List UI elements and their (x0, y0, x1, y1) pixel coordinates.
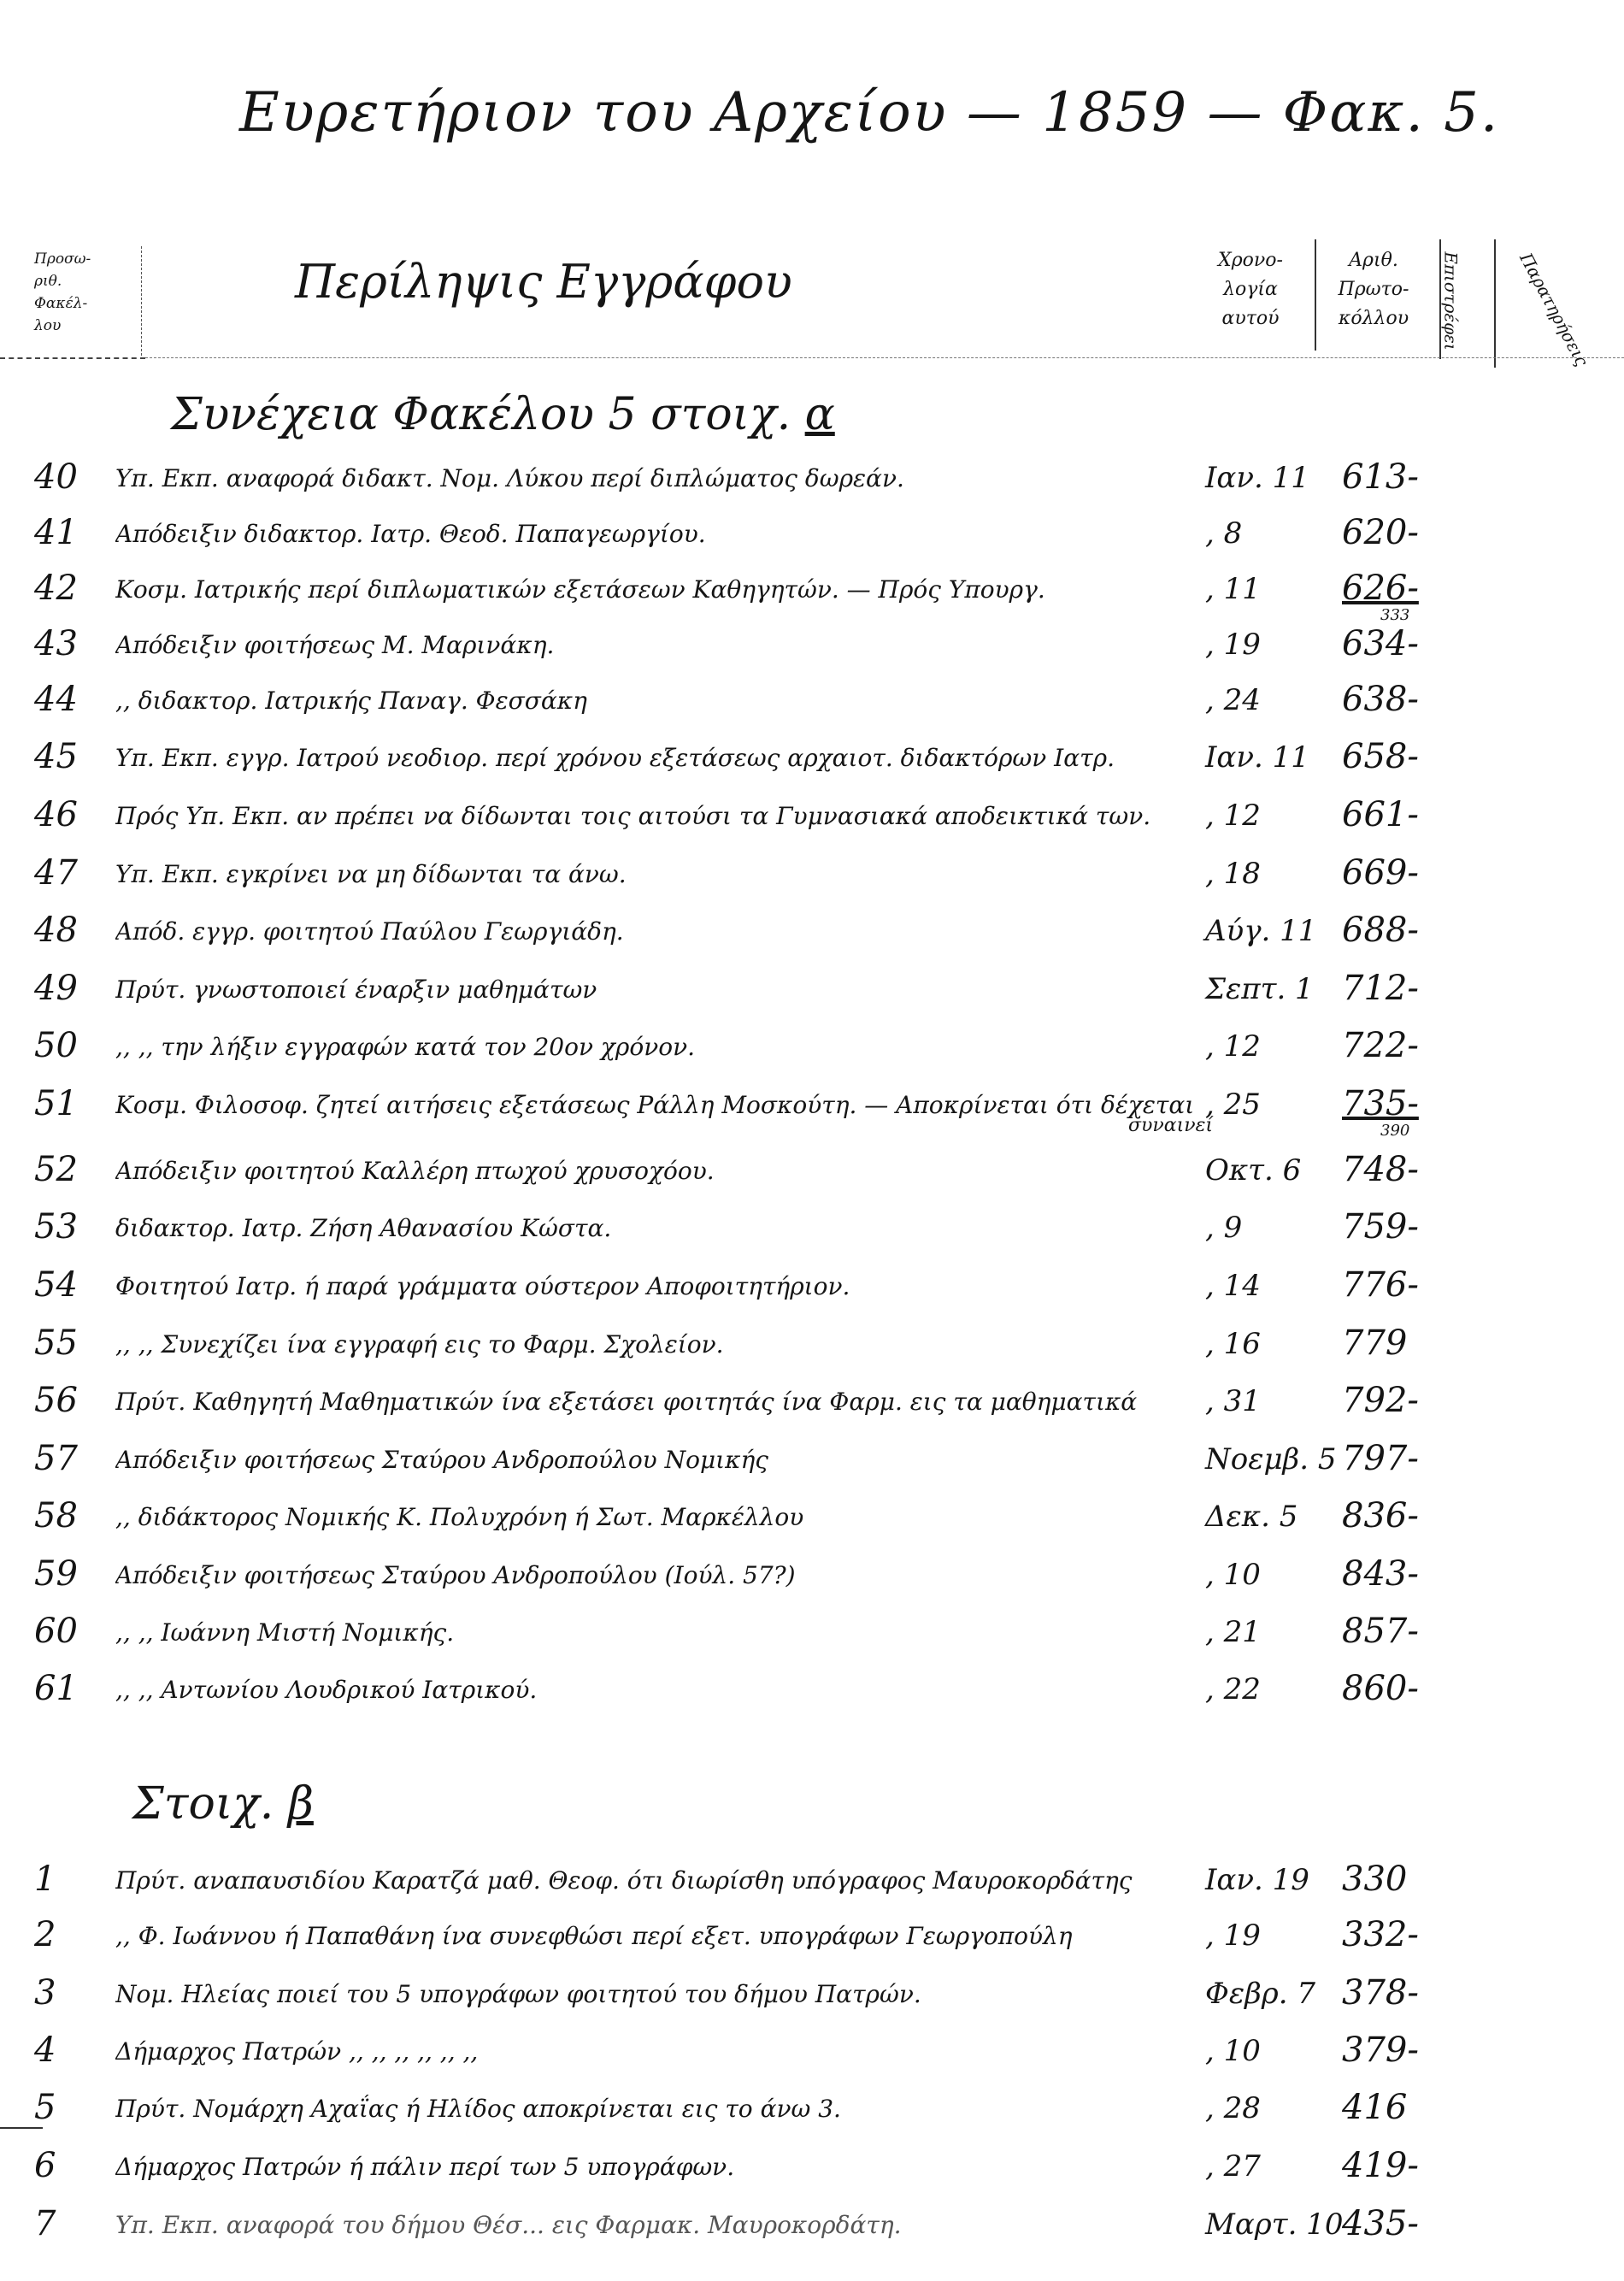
header-description: Περίληψις Εγγράφου (295, 255, 792, 309)
entry-row (0, 1612, 1624, 1668)
entry-date: , 16 (1205, 1327, 1261, 1361)
entry-date: Σεπτ. 1 (1205, 972, 1314, 1006)
entry-number: 40 (34, 457, 78, 497)
entry-number: 61 (34, 1669, 78, 1708)
entry-number: 55 (34, 1323, 78, 1363)
entry-protocol: 712- (1342, 969, 1419, 1008)
entry-date: , 14 (1205, 1269, 1261, 1303)
entry-description: ,, ,, Αντωνίου Λουδρικού Ιατρικού. (115, 1676, 538, 1704)
entry-number: 3 (34, 1973, 56, 2013)
entry-protocol: 378- (1342, 1973, 1419, 2013)
entry-number: 59 (34, 1554, 78, 1594)
entry-description: ,, ,, την λήξιν εγγραφών κατά τον 20ον χρόνον. (115, 1033, 695, 1061)
entry-date: Ιαν. 11 (1205, 740, 1309, 775)
section-a-title-letter: α (804, 389, 835, 440)
entry-row (0, 853, 1624, 910)
header-notes-vertical: Παρατηρήσεις (1515, 249, 1593, 370)
entry-protocol: 416 (1342, 2088, 1408, 2127)
entry-date: , 24 (1205, 683, 1261, 717)
entry-number: 45 (34, 737, 78, 776)
entry-row (0, 737, 1624, 793)
entry-protocol: 792- (1342, 1381, 1419, 1420)
header-date-line: αυτού (1221, 308, 1280, 329)
header-protocol-line: κόλλου (1338, 308, 1409, 329)
header-protocol-line: Αριθ. (1349, 250, 1398, 271)
entry-number: 7 (34, 2204, 56, 2243)
header-date-line: λογία (1223, 279, 1278, 300)
entry-number: 43 (34, 624, 78, 663)
entry-date: , 19 (1205, 628, 1261, 662)
header-protocol-column (1327, 246, 1421, 333)
entry-protocol: 776- (1342, 1265, 1419, 1305)
entry-protocol: 836- (1342, 1496, 1419, 1535)
entry-row (0, 1265, 1624, 1322)
entry-description: Απόδειξιν φοιτήσεως Σταύρου Ανδροπούλου (Ιούλ. 57?) (115, 1561, 796, 1589)
entry-protocol: 688- (1342, 911, 1419, 950)
entry-row (0, 1439, 1624, 1495)
entry-protocol: 661- (1342, 795, 1419, 834)
entry-date: Ιαν. 11 (1205, 461, 1309, 495)
entry-number: 56 (34, 1381, 78, 1420)
entry-row (0, 969, 1624, 1025)
entry-protocol: 669- (1342, 853, 1419, 893)
entry-row (0, 911, 1624, 967)
entry-row (0, 1381, 1624, 1437)
entry-protocol: 435- (1342, 2204, 1419, 2243)
entry-description: ,, διδακτορ. Ιατρικής Παναγ. Φεσσάκη (115, 687, 587, 715)
entry-date: Ιαν. 19 (1205, 1863, 1309, 1897)
entry-description: Πρός Υπ. Εκπ. αν πρέπει να δίδωνται τοις αιτούσι τα Γυμνασιακά αποδεικτικά των. (115, 802, 1151, 830)
header-file-number-box (34, 248, 137, 337)
entry-number: 57 (34, 1439, 78, 1478)
entry-row (0, 1554, 1624, 1611)
entry-number: 51 (34, 1084, 78, 1123)
column-divider (1494, 239, 1496, 368)
entry-number: 49 (34, 969, 78, 1008)
entry-date: , 9 (1205, 1211, 1243, 1245)
header-box-line: λου (34, 317, 62, 334)
entry-date: , 12 (1205, 1029, 1261, 1064)
entry-number: 42 (34, 569, 78, 608)
entry-description: Υπ. Εκπ. εγγρ. Ιατρού νεοδιορ. περί χρόνου εξετάσεως αρχαιοτ. διδακτόρων Ιατρ. (115, 744, 1115, 772)
entry-protocol: 759- (1342, 1207, 1419, 1247)
entry-date: , 22 (1205, 1672, 1261, 1706)
entry-protocol: 779 (1342, 1323, 1408, 1363)
entry-date: , 18 (1205, 857, 1261, 891)
entry-date: , 31 (1205, 1384, 1261, 1418)
entry-protocol: 379- (1342, 2031, 1419, 2070)
entry-number: 41 (34, 513, 78, 552)
entry-description: Απόδ. εγγρ. φοιτητού Παύλου Γεωργιάδη. (115, 917, 624, 946)
entry-row (0, 1915, 1624, 1972)
entry-protocol: 735- (1342, 1084, 1419, 1123)
entry-number: 6 (34, 2146, 56, 2185)
entry-date: Οκτ. 6 (1205, 1153, 1302, 1188)
entry-number: 2 (34, 1915, 56, 1954)
entry-number: 1 (34, 1860, 56, 1899)
entry-row (0, 2204, 1624, 2260)
entry-row (0, 1323, 1624, 1380)
section-a-title (171, 389, 835, 440)
entry-number: 60 (34, 1612, 78, 1651)
entry-number: 52 (34, 1150, 78, 1189)
section-b-title (132, 1778, 314, 1830)
entry-row (0, 1669, 1624, 1725)
entry-description: ,, Φ. Ιωάννου ή Παπαθάνη ίνα συνεφθώσι περί εξετ. υπογράφων Γεωργοπούλη (115, 1922, 1073, 1950)
entry-description: ,, διδάκτορος Νομικής Κ. Πολυχρόνη ή Σωτ. Μαρκέλλου (115, 1503, 804, 1531)
entry-description: Πρύτ. αναπαυσιδίου Καρατζά μαθ. Θεοφ. ότι διωρίσθη υπόγραφος Μαυροκορδάτης (115, 1866, 1133, 1895)
entry-number: 58 (34, 1496, 78, 1535)
header-protocol-line: Πρωτο- (1338, 279, 1409, 300)
entry-row (0, 680, 1624, 736)
entry-protocol: 857- (1342, 1612, 1419, 1651)
entry-description: Απόδειξιν φοιτήσεως Σταύρου Ανδροπούλου Νομικής (115, 1446, 768, 1474)
entry-description: Απόδειξιν φοιτήσεως Μ. Μαρινάκη. (115, 631, 555, 659)
entry-number: 47 (34, 853, 78, 893)
entry-protocol: 620- (1342, 513, 1419, 552)
header-date-column (1203, 246, 1297, 333)
entry-number: 50 (34, 1026, 78, 1065)
entry-number: 53 (34, 1207, 78, 1247)
entry-protocol: 613- (1342, 457, 1419, 497)
entry-description: Κοσμ. Φιλοσοφ. ζητεί αιτήσεις εξετάσεως Ράλλη Μοσκούτη. — Αποκρίνεται ότι δέχεται (115, 1091, 1195, 1119)
entry-description: ,, ,, Συνεχίζει ίνα εγγραφή εις το Φαρμ. Σχολείον. (115, 1330, 724, 1359)
entry-description: Απόδειξιν διδακτορ. Ιατρ. Θεοδ. Παπαγεωργίου. (115, 520, 706, 548)
entry-description: Πρύτ. γνωστοποιεί έναρξιν μαθημάτων (115, 975, 597, 1004)
entry-row (0, 1860, 1624, 1916)
entry-description: Υπ. Εκπ. αναφορά του δήμου Θέσ... εις Φαρμακ. Μαυροκορδάτη. (115, 2211, 902, 2239)
entry-description: Φοιτητού Ιατρ. ή παρά γράμματα ούστερον Αποφοιτητήριον. (115, 1272, 850, 1300)
entry-protocol: 330 (1342, 1860, 1408, 1899)
entry-date: , 25 (1205, 1087, 1261, 1122)
entry-protocol: 722- (1342, 1026, 1419, 1065)
entry-description: Νομ. Ηλείας ποιεί του 5 υπογράφων φοιτητού του δήμου Πατρών. (115, 1980, 921, 2008)
header-box-line: Προσω- (34, 250, 91, 268)
entry-date: Φεβρ. 7 (1205, 1977, 1316, 2011)
entry-protocol: 860- (1342, 1669, 1419, 1708)
entry-row (0, 1150, 1624, 1206)
entry-row (0, 795, 1624, 852)
entry-protocol: 626- (1342, 569, 1419, 608)
entry-number: 5 (34, 2088, 56, 2127)
entry-row (0, 2031, 1624, 2087)
entry-protocol: 419- (1342, 2146, 1419, 2185)
entry-protocol: 332- (1342, 1915, 1419, 1954)
entry-protocol: 634- (1342, 624, 1419, 663)
entry-description: Δήμαρχος Πατρών ,, ,, ,, ,, ,, ,, (115, 2037, 479, 2066)
entry-row (0, 624, 1624, 681)
entry-date: , 11 (1205, 572, 1261, 606)
entry-protocol-sub: 390 (1380, 1122, 1410, 1140)
entry-row (0, 1496, 1624, 1553)
entry-protocol: 843- (1342, 1554, 1419, 1594)
entry-description: Δήμαρχος Πατρών ή πάλιν περί των 5 υπογράφων. (115, 2153, 735, 2181)
entry-description: διδακτορ. Ιατρ. Ζήση Αθανασίου Κώστα. (115, 1214, 612, 1242)
entry-date: , 8 (1205, 516, 1243, 551)
entry-description: Πρύτ. Καθηγητή Μαθηματικών ίνα εξετάσει φοιτητάς ίνα Φαρμ. εις τα μαθηματικά (115, 1388, 1138, 1416)
entry-protocol: 658- (1342, 737, 1419, 776)
entry-description: Κοσμ. Ιατρικής περί διπλωματικών εξετάσεων Καθηγητών. — Πρός Υπουργ. (115, 575, 1045, 604)
header-box-underline (0, 357, 145, 359)
header-box-divider (141, 246, 142, 356)
entry-description: Υπ. Εκπ. αναφορά διδακτ. Νομ. Λύκου περί διπλώματος δωρεάν. (115, 464, 904, 492)
header-underline (145, 357, 1624, 358)
entry-description: Πρύτ. Νομάρχη Αχαΐας ή Ηλίδος αποκρίνεται εις το άνω 3. (115, 2095, 841, 2123)
header-remarks-vertical: Επιστρέφει (1440, 251, 1462, 351)
entry-description: Υπ. Εκπ. εγκρίνει να μη δίδωνται τα άνω. (115, 860, 627, 888)
entry-protocol-sub: 333 (1380, 606, 1410, 624)
margin-dash-mark (0, 2127, 43, 2129)
entry-row (0, 1973, 1624, 2030)
entry-protocol: 748- (1342, 1150, 1419, 1189)
entry-row (0, 513, 1624, 569)
entry-number: 46 (34, 795, 78, 834)
entry-row (0, 2146, 1624, 2202)
entry-date: Μαρτ. 10 (1205, 2207, 1344, 2242)
entry-row (0, 2088, 1624, 2144)
entry-row (0, 1084, 1624, 1140)
entry-date: , 10 (1205, 2034, 1261, 2068)
entry-row (0, 569, 1624, 625)
entry-row (0, 1026, 1624, 1082)
entry-date: , 12 (1205, 799, 1261, 833)
header-box-line: Φακέλ- (34, 295, 88, 312)
entry-protocol: 638- (1342, 680, 1419, 719)
entry-number: 4 (34, 2031, 56, 2070)
entry-description: Απόδειξιν φοιτητού Καλλέρη πτωχού χρυσοχόου. (115, 1157, 715, 1185)
entry-date: , 10 (1205, 1558, 1261, 1592)
section-b-title-letter: β (287, 1778, 314, 1830)
entry-date: , 19 (1205, 1919, 1261, 1953)
entry-date: Δεκ. 5 (1205, 1500, 1298, 1534)
section-a-title-main: Συνέχεια Φακέλου 5 στοιχ. (171, 389, 791, 440)
header-box-line: ριθ. (34, 273, 62, 290)
entry-number: 54 (34, 1265, 78, 1305)
entry-description: ,, ,, Ιωάννη Μιστή Νομικής. (115, 1618, 455, 1647)
entry-number: 48 (34, 911, 78, 950)
entry-row (0, 457, 1624, 514)
entry-date: , 27 (1205, 2149, 1261, 2184)
entry-date: , 28 (1205, 2091, 1261, 2125)
entry-row (0, 1207, 1624, 1264)
column-divider (1315, 239, 1316, 351)
entry-date: Αύγ. 11 (1205, 914, 1317, 948)
entry-date: , 21 (1205, 1615, 1261, 1649)
entry-number: 44 (34, 680, 78, 719)
entry-date: Νοεμβ. 5 (1205, 1442, 1337, 1476)
entry-description-sub: συναινεί (1128, 1115, 1214, 1136)
header-date-line: Χρονο- (1218, 250, 1283, 271)
section-b-title-main: Στοιχ. (132, 1778, 274, 1830)
document-title: Ευρετήριον του Αρχείου — 1859 — Φακ. 5. (239, 81, 1500, 144)
entry-protocol: 797- (1342, 1439, 1419, 1478)
